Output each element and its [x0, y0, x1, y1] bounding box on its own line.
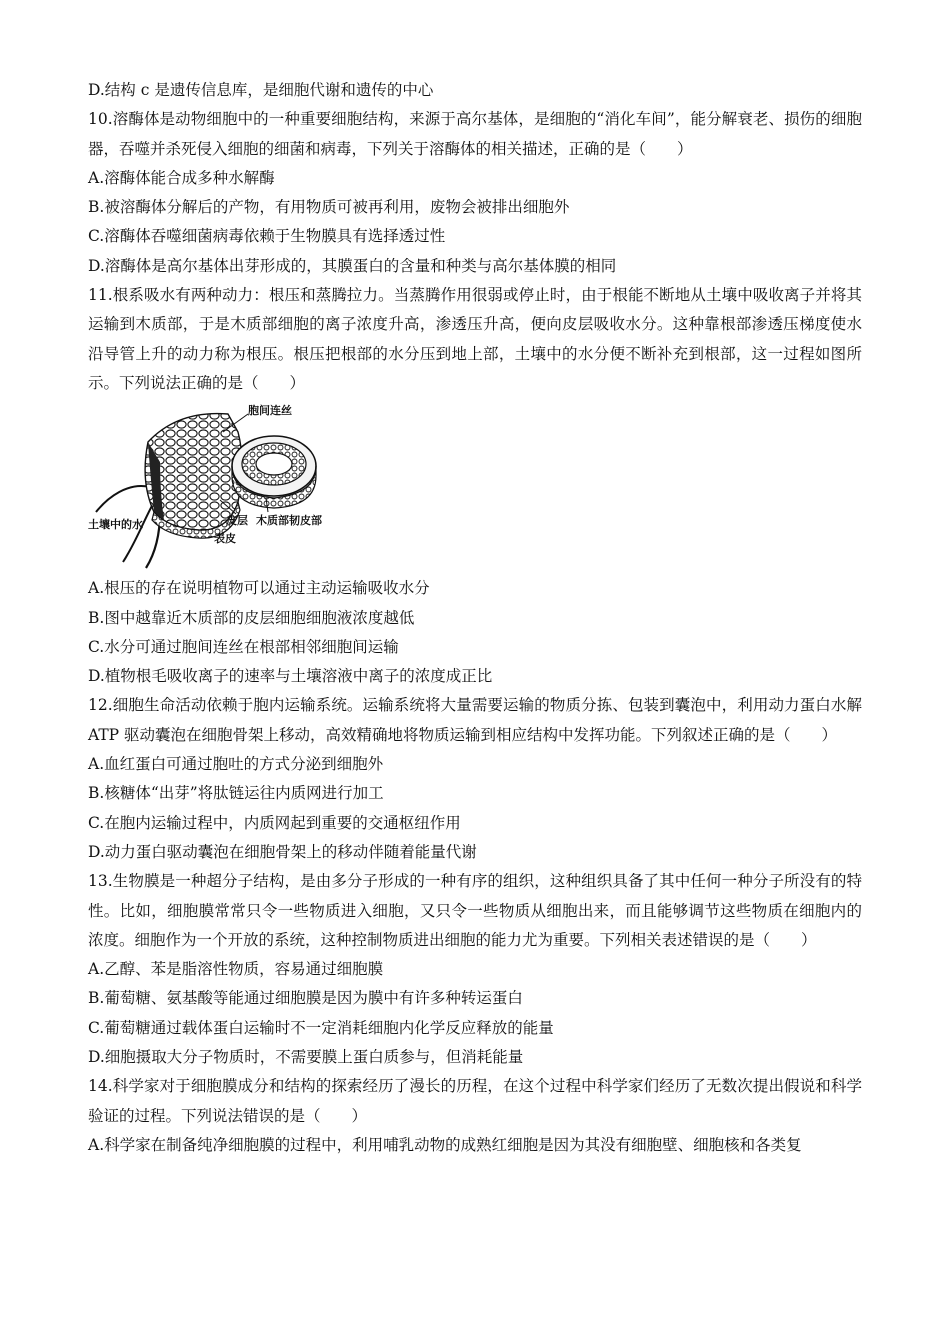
label-soil-water: 土壤中的水: [88, 518, 143, 532]
question-11-option-a: A.根压的存在说明植物可以通过主动运输吸收水分: [88, 579, 430, 598]
question-14-option-a: A.科学家在制备纯净细胞膜的过程中，利用哺乳动物的成熟红细胞是因为其没有细胞壁、细胞核和各类复: [88, 1135, 802, 1154]
label-cortex: 皮层: [226, 514, 248, 528]
question-10-option-a: A.溶酶体能合成多种水解酶: [88, 168, 275, 187]
question-13-option-d: D.细胞摄取大分子物质时，不需要膜上蛋白质参与，但消耗能量: [88, 1048, 524, 1067]
root-cross-section-figure: [88, 402, 348, 570]
question-10-option-d: D.溶酶体是高尔基体出芽形成的，其膜蛋白的含量和种类与高尔基体膜的相同: [88, 256, 617, 275]
label-plasmodesmata: 胞间连丝: [248, 404, 292, 418]
question-11-option-c: C.水分可通过胞间连丝在根部相邻细胞间运输: [88, 637, 399, 656]
question-12-option-c: C.在胞内运输过程中，内质网起到重要的交通枢纽作用: [88, 813, 461, 832]
question-12-option-a: A.血红蛋白可通过胞吐的方式分泌到细胞外: [88, 755, 384, 774]
option-d-prev: D.结构 c 是遗传信息库，是细胞代谢和遗传的中心: [88, 81, 434, 99]
question-13-stem: 13.生物膜是一种超分子结构，是由多分子形成的一种有序的组织，这种组织具备了其中任何一种分子所没有的特性。比如，细胞膜常常只令一些物质进入细胞，又只令一些物质从细胞出来，而且能够调节这些物质在细胞内的浓度。细胞作为一个开放的系统，这种控制物质进出细胞的能力尤为重要。下列相关表述错误的是（ ）: [88, 872, 862, 949]
exam-page: [88, 76, 862, 1160]
question-12-option-d: D.动力蛋白驱动囊泡在细胞骨架上的移动伴随着能量代谢: [88, 842, 477, 861]
question-12-option-b: B.核糖体“出芽”将肽链运往内质网进行加工: [88, 784, 384, 803]
question-12-stem: 12.细胞生命活动依赖于胞内运输系统。运输系统将大量需要运输的物质分拣、包装到囊泡中，利用动力蛋白水解 ATP 驱动囊泡在细胞骨架上移动，高效精确地将物质运输到相应结构中发挥功能。下列叙述正确的是（ ）: [88, 696, 862, 744]
question-13-option-b: B.葡萄糖、氨基酸等能通过细胞膜是因为膜中有许多种转运蛋白: [88, 989, 523, 1008]
question-11-stem: 11.根系吸水有两种动力：根压和蒸腾拉力。当蒸腾作用很弱或停止时，由于根能不断地从土壤中吸收离子并将其运输到木质部，于是木质部细胞的离子浓度升高，渗透压升高，便向皮层吸收水分。这种靠根部渗透压梯度使水沿导管上升的动力称为根压。根压把根部的水分压到地上部，土壤中的水分便不断补充到根部，这一过程如图所示。下列说法正确的是（ ）: [88, 286, 862, 392]
question-13-option-a: A.乙醇、苯是脂溶性物质，容易通过细胞膜: [88, 960, 384, 979]
label-xylem-phloem: 木质部韧皮部: [256, 514, 322, 528]
question-11-option-b: B.图中越靠近木质部的皮层细胞细胞液浓度越低: [88, 608, 415, 627]
question-14-stem: 14.科学家对于细胞膜成分和结构的探索经历了漫长的历程，在这个过程中科学家们经历了无数次提出假说和科学验证的过程。下列说法错误的是（ ）: [88, 1077, 862, 1125]
question-10-option-b: B.被溶酶体分解后的产物，有用物质可被再利用，废物会被排出细胞外: [88, 198, 570, 217]
question-13-option-c: C.葡萄糖通过载体蛋白运输时不一定消耗细胞内化学反应释放的能量: [88, 1018, 554, 1037]
label-epidermis: 表皮: [214, 532, 236, 546]
question-11-option-d: D.植物根毛吸收离子的速率与土壤溶液中离子的浓度成正比: [88, 667, 493, 686]
question-10-option-c: C.溶酶体吞噬细菌病毒依赖于生物膜具有选择透过性: [88, 227, 446, 246]
question-10-stem: 10.溶酶体是动物细胞中的一种重要细胞结构，来源于高尔基体，是细胞的“消化车间”，能分解衰老、损伤的细胞器，吞噬并杀死侵入细胞的细菌和病毒，下列关于溶酶体的相关描述，正确的是（ ）: [88, 110, 862, 158]
